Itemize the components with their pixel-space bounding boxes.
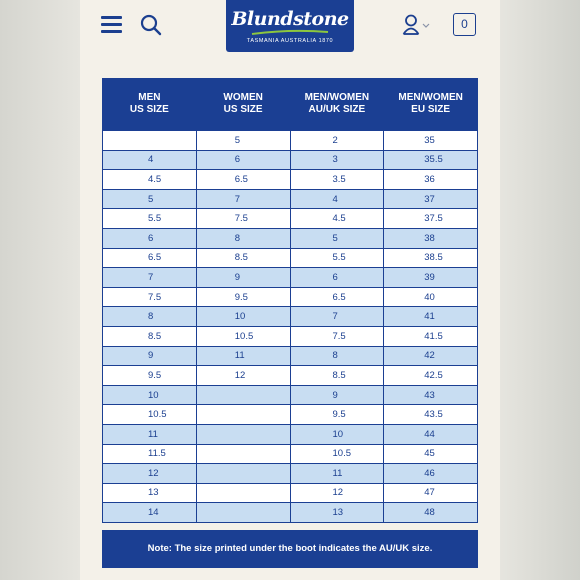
column-header: MEN/WOMEN AU/UK SIZE	[290, 78, 384, 131]
size-cell: 8.5	[103, 326, 197, 346]
size-cell: 9	[290, 385, 384, 405]
size-cell: 9.5	[290, 405, 384, 425]
table-row	[103, 444, 478, 464]
left-backdrop	[0, 0, 80, 580]
logo-wordmark: Blundstone	[231, 8, 349, 30]
size-cell: 38.5	[384, 248, 478, 268]
size-cell: 4	[103, 150, 197, 170]
size-cell: 11	[103, 424, 197, 444]
size-cell: 4.5	[290, 209, 384, 229]
size-cell: 13	[103, 483, 197, 503]
size-cell: 40	[384, 287, 478, 307]
size-cell	[196, 444, 290, 464]
size-cell	[103, 131, 197, 151]
size-cell: 10.5	[196, 326, 290, 346]
size-cell: 5.5	[103, 209, 197, 229]
column-header: WOMEN US SIZE	[196, 78, 290, 131]
size-cell: 35.5	[384, 150, 478, 170]
size-cell: 7	[290, 307, 384, 327]
size-cell: 3.5	[290, 170, 384, 190]
table-row	[103, 131, 478, 151]
size-cell: 39	[384, 268, 478, 288]
size-cell: 7.5	[196, 209, 290, 229]
site-header	[80, 0, 500, 60]
size-cell: 47	[384, 483, 478, 503]
size-cell: 41	[384, 307, 478, 327]
size-note: Note: The size printed under the boot indicates the AU/UK size.	[102, 530, 478, 568]
size-cell: 42.5	[384, 366, 478, 386]
size-cell: 7.5	[290, 326, 384, 346]
size-cell: 2	[290, 131, 384, 151]
table-row	[103, 385, 478, 405]
size-cell	[196, 483, 290, 503]
size-cell: 10	[103, 385, 197, 405]
size-cell	[196, 503, 290, 523]
size-cell: 37.5	[384, 209, 478, 229]
size-cell	[196, 385, 290, 405]
size-cell	[196, 464, 290, 484]
table-row	[103, 483, 478, 503]
table-row	[103, 503, 478, 523]
size-cell: 6.5	[290, 287, 384, 307]
size-cell: 38	[384, 228, 478, 248]
table-row	[103, 150, 478, 170]
size-cell: 5	[196, 131, 290, 151]
table-row	[103, 424, 478, 444]
size-cell: 4.5	[103, 170, 197, 190]
logo-tagline: TASMANIA AUSTRALIA 1870	[246, 38, 334, 44]
table-row	[103, 268, 478, 288]
size-cell: 35	[384, 131, 478, 151]
size-cell: 44	[384, 424, 478, 444]
table-row	[103, 170, 478, 190]
size-cell: 13	[290, 503, 384, 523]
size-cell: 6	[196, 150, 290, 170]
search-icon[interactable]	[140, 14, 162, 36]
size-cell: 6	[290, 268, 384, 288]
size-cell: 4	[290, 189, 384, 209]
size-cell: 11	[290, 464, 384, 484]
size-cell: 46	[384, 464, 478, 484]
size-cell: 12	[103, 464, 197, 484]
size-cell: 36	[384, 170, 478, 190]
size-cell: 9.5	[103, 366, 197, 386]
table-row	[103, 307, 478, 327]
size-cell: 7.5	[103, 287, 197, 307]
table-row	[103, 209, 478, 229]
table-row	[103, 189, 478, 209]
table-header-row	[103, 78, 478, 131]
size-cell: 12	[290, 483, 384, 503]
size-cell: 7	[196, 189, 290, 209]
size-cell: 10.5	[290, 444, 384, 464]
size-cell: 43.5	[384, 405, 478, 425]
size-cell: 48	[384, 503, 478, 523]
size-cell: 5	[290, 228, 384, 248]
size-cell: 5.5	[290, 248, 384, 268]
size-cell: 37	[384, 189, 478, 209]
cart-button[interactable]: 0	[453, 13, 476, 36]
size-cell: 42	[384, 346, 478, 366]
brand-logo[interactable]	[226, 0, 354, 52]
table-row	[103, 405, 478, 425]
size-cell: 45	[384, 444, 478, 464]
size-cell: 10	[196, 307, 290, 327]
column-header: MEN US SIZE	[103, 78, 197, 131]
size-cell	[196, 424, 290, 444]
size-cell: 6	[103, 228, 197, 248]
size-cell: 41.5	[384, 326, 478, 346]
table-row	[103, 366, 478, 386]
size-cell: 3	[290, 150, 384, 170]
size-cell: 12	[196, 366, 290, 386]
size-cell: 8.5	[290, 366, 384, 386]
table-row	[103, 346, 478, 366]
size-cell: 6.5	[103, 248, 197, 268]
table-row	[103, 287, 478, 307]
table-row	[103, 248, 478, 268]
size-cell: 9	[103, 346, 197, 366]
size-cell: 11	[196, 346, 290, 366]
size-cell: 43	[384, 385, 478, 405]
size-cell: 5	[103, 189, 197, 209]
size-cell: 11.5	[103, 444, 197, 464]
size-chart-table	[102, 78, 478, 523]
size-cell: 8	[290, 346, 384, 366]
size-cell	[196, 405, 290, 425]
size-cell: 8.5	[196, 248, 290, 268]
size-cell: 9.5	[196, 287, 290, 307]
logo-swoosh	[250, 29, 330, 35]
page	[80, 0, 500, 580]
right-backdrop	[500, 0, 580, 580]
column-header: MEN/WOMEN EU SIZE	[384, 78, 478, 131]
table-row	[103, 464, 478, 484]
size-cell: 7	[103, 268, 197, 288]
size-cell: 9	[196, 268, 290, 288]
table-row	[103, 228, 478, 248]
size-cell: 14	[103, 503, 197, 523]
hamburger-icon[interactable]	[101, 15, 122, 33]
table-row	[103, 326, 478, 346]
user-icon[interactable]	[402, 14, 434, 36]
size-cell: 6.5	[196, 170, 290, 190]
size-cell: 8	[196, 228, 290, 248]
size-cell: 8	[103, 307, 197, 327]
size-cell: 10	[290, 424, 384, 444]
size-cell: 10.5	[103, 405, 197, 425]
